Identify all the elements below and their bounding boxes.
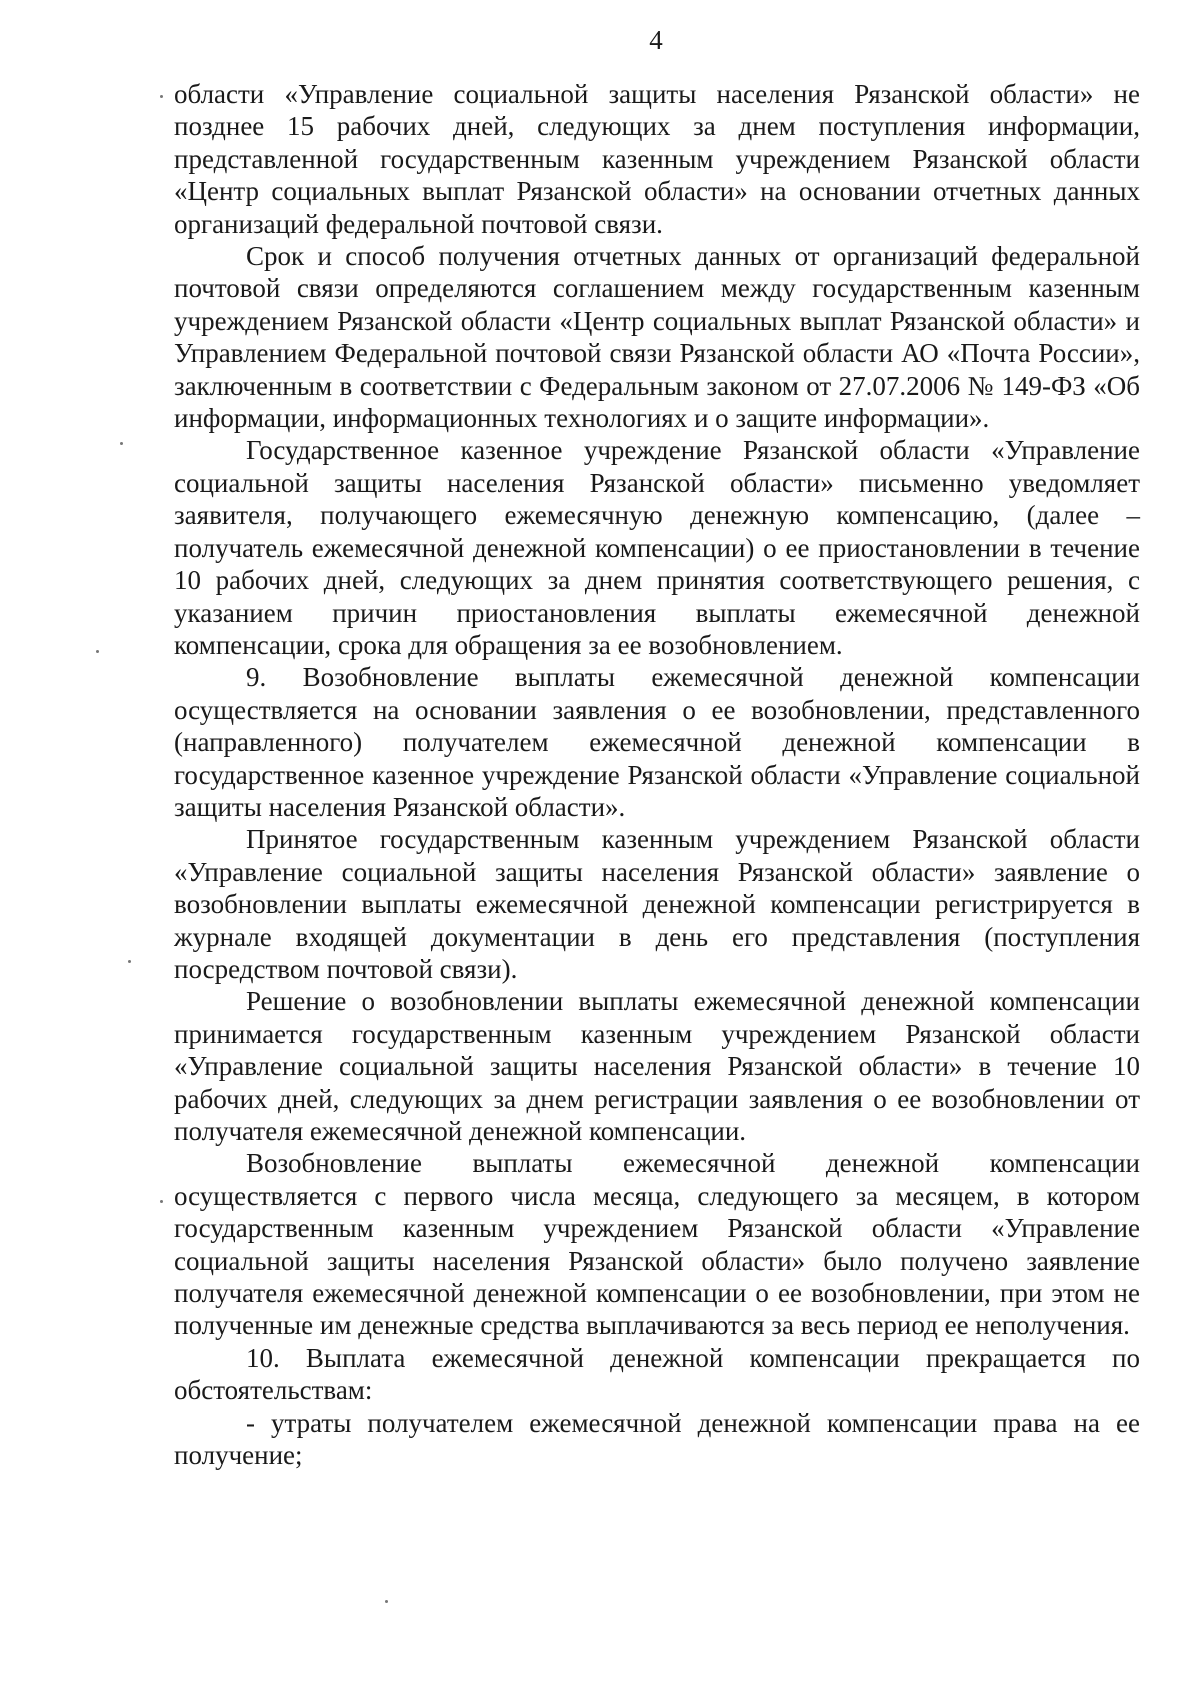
scan-speck (96, 650, 99, 653)
paragraph-resumption: Возобновление выплаты ежемесячной денежной компенсации осуществляется с первого числа месяца, следующего за месяцем, в котором государственным казенным учреждением Рязанской области «Управление социальной защиты населения Рязанской области» было получено заявление получателя ежемесячной денежной компенсации о ее возобновлении, при этом не полученные им денежные средства выплачиваются за весь период ее неполучения. (174, 1148, 1140, 1341)
document-body (174, 78, 1140, 1471)
paragraph-registration: Принятое государственным казенным учреждением Рязанской области «Управление социальной защиты населения Рязанской области» заявление о возобновлении выплаты ежемесячной денежной компенсации регистрируется в журнале входящей документации в день его представления (поступления посредством почтовой связи). (174, 824, 1140, 984)
paragraph-suspension-notice: Государственное казенное учреждение Рязанской области «Управление социальной защиты населения Рязанской области» письменно уведомляет заявителя, получающего ежемесячную денежную компенсацию, (далее – получатель ежемесячной денежной компенсации) о ее приостановлении в течение 10 рабочих дней, следующих за днем принятия соответствующего решения, с указанием причин приостановления выплаты ежемесячной денежной компенсации, срока для обращения за ее возобновлением. (174, 435, 1140, 660)
paragraph-item-9: 9. Возобновление выплаты ежемесячной денежной компенсации осуществляется на основании заявления о ее возобновлении, представленного (направленного) получателем ежемесячной денежной компенсации в государственное казенное учреждение Рязанской области «Управление социальной защиты населения Рязанской области». (174, 662, 1140, 822)
paragraph-reporting-terms: Срок и способ получения отчетных данных от организаций федеральной почтовой связи определяются соглашением между государственным казенным учреждением Рязанской области «Центр социальных выплат Рязанской области» и Управлением Федеральной почтовой связи Рязанской области АО «Почта России», заключенным в соответствии с Федеральным законом от 27.07.2006 № 149-ФЗ «Об информации, информационных технологиях и о защите информации». (174, 241, 1140, 434)
paragraph-decision: Решение о возобновлении выплаты ежемесячной денежной компенсации принимается государственным казенным учреждением Рязанской области «Управление социальной защиты населения Рязанской области» в течение 10 рабочих дней, следующих за днем регистрации заявления о ее возобновлении от получателя ежемесячной денежной компенсации. (174, 986, 1140, 1146)
paragraph-continuation: области «Управление социальной защиты населения Рязанской области» не позднее 15 рабочих дней, следующих за днем поступления информации, представленной государственным казенным учреждением Рязанской области «Центр социальных выплат Рязанской области» на основании отчетных данных организаций федеральной почтовой связи. (174, 79, 1140, 239)
paragraph-list-item: - утраты получателем ежемесячной денежной компенсации права на ее получение; (174, 1407, 1140, 1471)
page-number: 4 (649, 25, 663, 55)
scan-speck (120, 442, 123, 445)
scan-speck (385, 1600, 388, 1603)
scan-speck (128, 960, 131, 963)
scan-speck (160, 1200, 163, 1203)
scan-speck (160, 95, 163, 98)
paragraph-item-10: 10. Выплата ежемесячной денежной компенсации прекращается по обстоятельствам: (174, 1342, 1140, 1406)
